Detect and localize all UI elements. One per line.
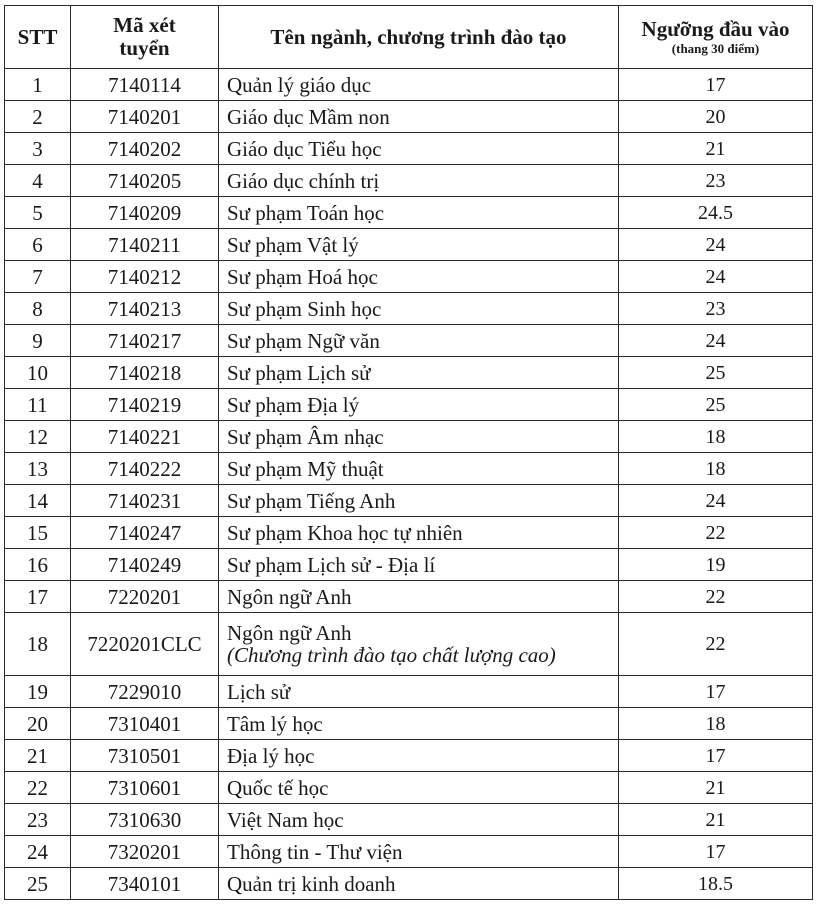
- table-row: [5, 581, 813, 613]
- table-row: [5, 421, 813, 453]
- cell-threshold-score: 17: [619, 676, 813, 708]
- table-row: [5, 357, 813, 389]
- header-threshold: [619, 6, 813, 69]
- cell-program-name: [219, 868, 619, 900]
- table-row: [5, 740, 813, 772]
- cell-threshold-score: 21: [619, 133, 813, 165]
- cell-code: 7310401: [71, 708, 219, 740]
- table-row: [5, 517, 813, 549]
- table-row: [5, 261, 813, 293]
- cell-stt: 14: [5, 485, 71, 517]
- cell-code: 7140114: [71, 69, 219, 101]
- cell-threshold-score: 18: [619, 421, 813, 453]
- admission-threshold-table: [4, 5, 813, 900]
- cell-threshold-score: 25: [619, 389, 813, 421]
- cell-program-name: [219, 804, 619, 836]
- table-row: [5, 69, 813, 101]
- program-name: Sư phạm Địa lý: [227, 392, 360, 417]
- header-program-name: Tên ngành, chương trình đào tạo: [219, 6, 619, 69]
- cell-threshold-score: 24.5: [619, 197, 813, 229]
- cell-program-name: [219, 772, 619, 804]
- cell-stt: 24: [5, 836, 71, 868]
- table-row: [5, 485, 813, 517]
- table-row: [5, 804, 813, 836]
- cell-code: 7340101: [71, 868, 219, 900]
- cell-program-name: [219, 261, 619, 293]
- cell-program-name: [219, 101, 619, 133]
- cell-stt: 3: [5, 133, 71, 165]
- cell-threshold-score: 22: [619, 613, 813, 676]
- cell-stt: 23: [5, 804, 71, 836]
- program-name: Sư phạm Lịch sử: [227, 360, 371, 385]
- cell-stt: 4: [5, 165, 71, 197]
- cell-stt: 15: [5, 517, 71, 549]
- table-row: [5, 772, 813, 804]
- cell-code: 7140221: [71, 421, 219, 453]
- cell-threshold-score: 21: [619, 772, 813, 804]
- table-header-row: [5, 6, 813, 69]
- table-row: [5, 229, 813, 261]
- cell-program-name: [219, 357, 619, 389]
- cell-threshold-score: 18: [619, 708, 813, 740]
- cell-code: 7140211: [71, 229, 219, 261]
- cell-threshold-score: 18: [619, 453, 813, 485]
- cell-code: 7140222: [71, 453, 219, 485]
- cell-stt: 12: [5, 421, 71, 453]
- program-name: Sư phạm Sinh học: [227, 296, 382, 321]
- program-name: Quốc tế học: [227, 775, 329, 800]
- cell-threshold-score: 24: [619, 485, 813, 517]
- program-name: Việt Nam học: [227, 807, 344, 832]
- cell-program-name: [219, 69, 619, 101]
- table-row: [5, 165, 813, 197]
- cell-code: 7220201: [71, 581, 219, 613]
- cell-threshold-score: 19: [619, 549, 813, 581]
- cell-code: 7140217: [71, 325, 219, 357]
- cell-code: 7140202: [71, 133, 219, 165]
- header-stt: STT: [5, 6, 71, 69]
- program-name: Sư phạm Ngữ văn: [227, 328, 380, 353]
- cell-threshold-score: 22: [619, 581, 813, 613]
- table-row: [5, 708, 813, 740]
- table-row: [5, 613, 813, 676]
- cell-threshold-score: 20: [619, 101, 813, 133]
- table-row: [5, 293, 813, 325]
- cell-code: 7320201: [71, 836, 219, 868]
- cell-program-name: [219, 293, 619, 325]
- program-name: Quản lý giáo dục: [227, 72, 372, 97]
- cell-stt: 22: [5, 772, 71, 804]
- cell-program-name: [219, 836, 619, 868]
- program-name: Giáo dục Tiểu học: [227, 136, 382, 161]
- header-threshold-scale: (thang 30 điểm): [671, 41, 760, 56]
- cell-program-name: [219, 133, 619, 165]
- program-name: Thông tin - Thư viện: [227, 839, 403, 864]
- program-name: Giáo dục chính trị: [227, 168, 380, 193]
- program-name: Sư phạm Hoá học: [227, 264, 378, 289]
- program-name: Sư phạm Tiếng Anh: [227, 488, 396, 513]
- cell-threshold-score: 24: [619, 229, 813, 261]
- cell-program-name: [219, 165, 619, 197]
- cell-stt: 16: [5, 549, 71, 581]
- program-name: Sư phạm Âm nhạc: [227, 424, 384, 449]
- cell-code: 7140209: [71, 197, 219, 229]
- program-name: Tâm lý học: [227, 711, 323, 736]
- table-row: [5, 836, 813, 868]
- table-row: [5, 325, 813, 357]
- cell-stt: 6: [5, 229, 71, 261]
- cell-stt: 19: [5, 676, 71, 708]
- table-row: [5, 676, 813, 708]
- table-row: [5, 549, 813, 581]
- cell-threshold-score: 23: [619, 165, 813, 197]
- cell-threshold-score: 17: [619, 740, 813, 772]
- cell-program-name: [219, 421, 619, 453]
- table-body: [5, 69, 813, 900]
- cell-threshold-score: 21: [619, 804, 813, 836]
- program-name: Địa lý học: [227, 743, 315, 768]
- cell-code: 7140205: [71, 165, 219, 197]
- program-name: Sư phạm Mỹ thuật: [227, 456, 384, 481]
- program-note: (Chương trình đào tạo chất lượng cao): [227, 643, 556, 667]
- table-row: [5, 101, 813, 133]
- cell-code: 7140201: [71, 101, 219, 133]
- cell-program-name: [219, 676, 619, 708]
- cell-threshold-score: 17: [619, 69, 813, 101]
- cell-code: 7140218: [71, 357, 219, 389]
- cell-program-name: [219, 229, 619, 261]
- cell-threshold-score: 22: [619, 517, 813, 549]
- cell-stt: 21: [5, 740, 71, 772]
- cell-program-name: [219, 549, 619, 581]
- cell-stt: 13: [5, 453, 71, 485]
- cell-program-name: [219, 581, 619, 613]
- cell-stt: 17: [5, 581, 71, 613]
- header-code-line2: tuyển: [119, 36, 170, 60]
- cell-code: 7229010: [71, 676, 219, 708]
- program-name: Quản trị kinh doanh: [227, 871, 396, 896]
- cell-code: 7140219: [71, 389, 219, 421]
- cell-code: 7140247: [71, 517, 219, 549]
- cell-threshold-score: 25: [619, 357, 813, 389]
- header-code: [71, 6, 219, 69]
- cell-stt: 10: [5, 357, 71, 389]
- cell-threshold-score: 24: [619, 261, 813, 293]
- program-name: Sư phạm Khoa học tự nhiên: [227, 520, 463, 545]
- cell-program-name: [219, 708, 619, 740]
- cell-code: 7310601: [71, 772, 219, 804]
- table-row: [5, 197, 813, 229]
- header-code-line1: Mã xét: [113, 13, 176, 37]
- cell-stt: 20: [5, 708, 71, 740]
- table-row: [5, 389, 813, 421]
- table-row: [5, 868, 813, 900]
- cell-stt: 18: [5, 613, 71, 676]
- cell-threshold-score: 17: [619, 836, 813, 868]
- cell-stt: 25: [5, 868, 71, 900]
- cell-program-name: [219, 453, 619, 485]
- table-row: [5, 133, 813, 165]
- cell-program-name: [219, 389, 619, 421]
- program-name: Giáo dục Mầm non: [227, 104, 390, 129]
- program-name: Lịch sử: [227, 679, 291, 704]
- cell-code: 7140231: [71, 485, 219, 517]
- program-name: Sư phạm Vật lý: [227, 232, 359, 257]
- cell-stt: 5: [5, 197, 71, 229]
- program-name: Sư phạm Lịch sử - Địa lí: [227, 552, 436, 577]
- cell-threshold-score: 24: [619, 325, 813, 357]
- cell-program-name: [219, 613, 619, 676]
- cell-program-name: [219, 740, 619, 772]
- cell-stt: 2: [5, 101, 71, 133]
- admission-threshold-document: [4, 5, 813, 900]
- cell-stt: 8: [5, 293, 71, 325]
- cell-code: 7140249: [71, 549, 219, 581]
- cell-program-name: [219, 197, 619, 229]
- cell-code: 7310501: [71, 740, 219, 772]
- header-threshold-title: Ngưỡng đầu vào: [641, 17, 790, 41]
- table-row: [5, 453, 813, 485]
- cell-program-name: [219, 325, 619, 357]
- cell-code: 7220201CLC: [71, 613, 219, 676]
- cell-code: 7140212: [71, 261, 219, 293]
- cell-threshold-score: 23: [619, 293, 813, 325]
- cell-stt: 7: [5, 261, 71, 293]
- cell-threshold-score: 18.5: [619, 868, 813, 900]
- cell-program-name: [219, 485, 619, 517]
- cell-stt: 1: [5, 69, 71, 101]
- cell-stt: 9: [5, 325, 71, 357]
- cell-code: 7140213: [71, 293, 219, 325]
- cell-code: 7310630: [71, 804, 219, 836]
- program-name: Sư phạm Toán học: [227, 200, 385, 225]
- program-name: Ngôn ngữ Anh: [227, 621, 352, 645]
- cell-program-name: [219, 517, 619, 549]
- program-name: Ngôn ngữ Anh: [227, 584, 352, 609]
- cell-stt: 11: [5, 389, 71, 421]
